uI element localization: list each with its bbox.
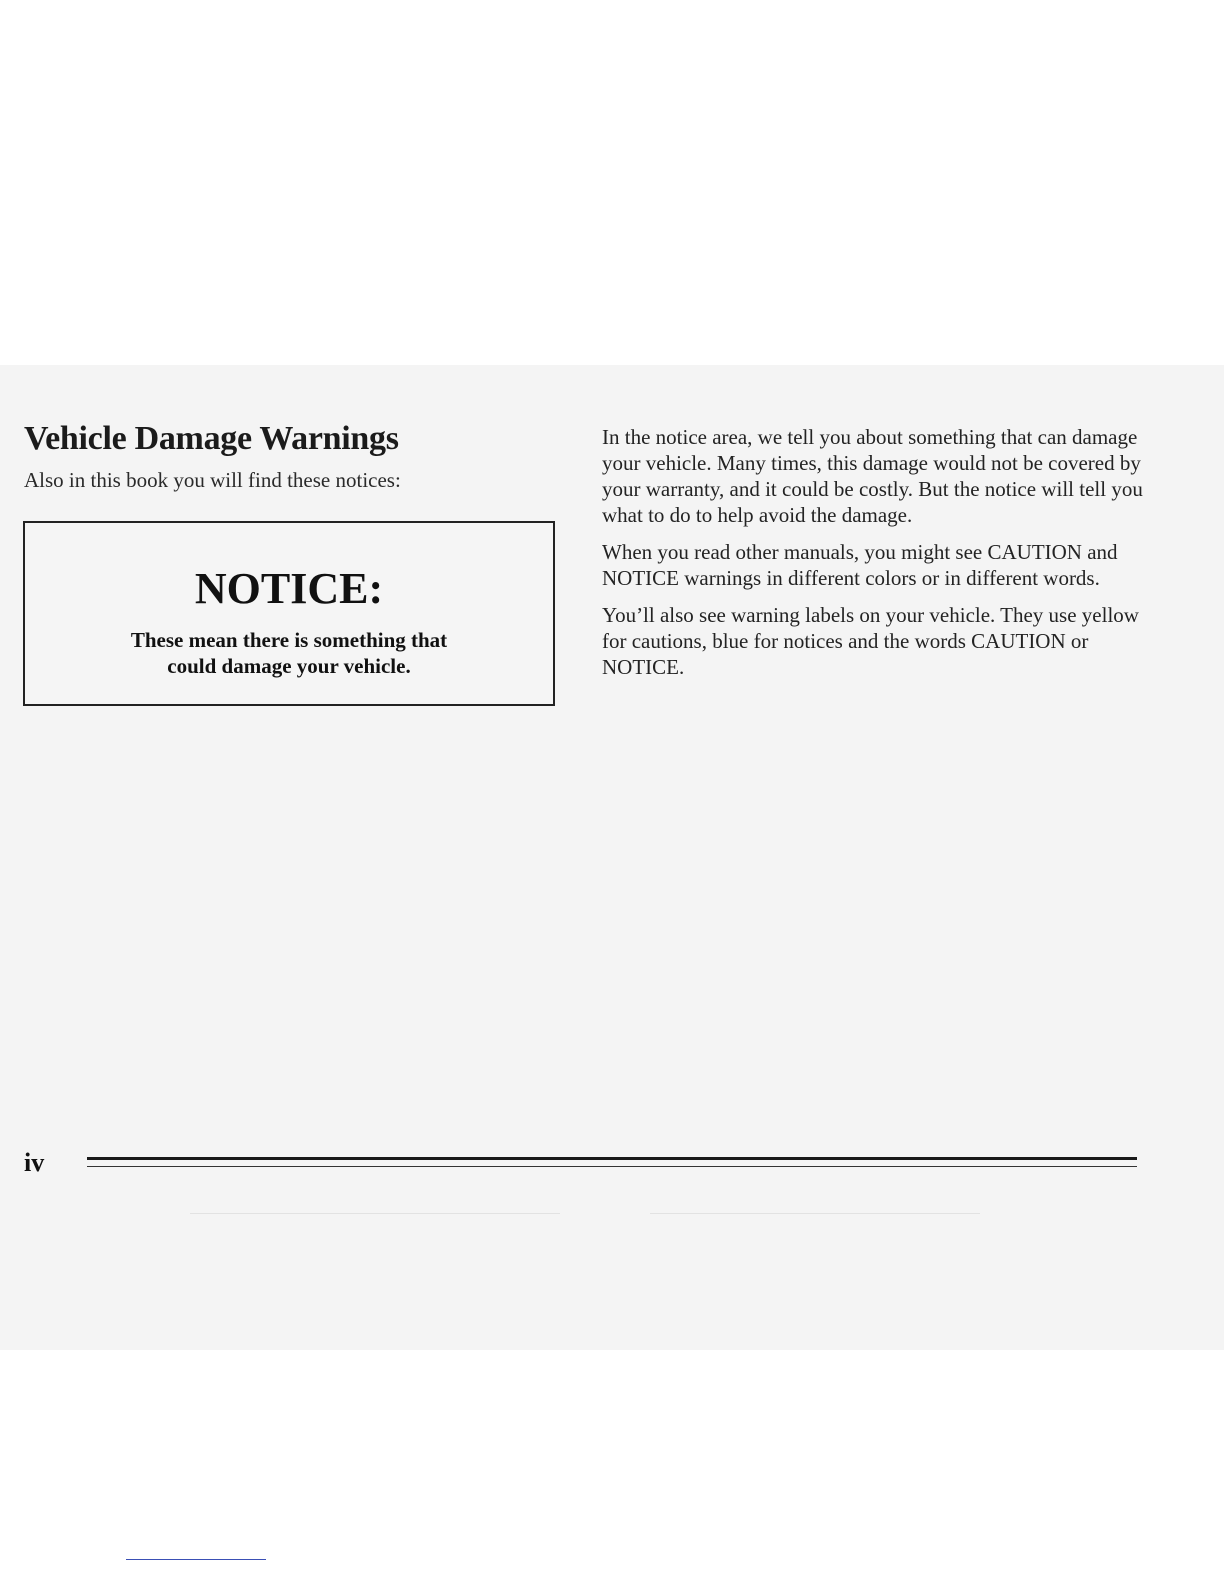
footer-rule-thick [87, 1157, 1137, 1160]
notice-text [25, 627, 553, 679]
notice-heading: NOTICE: [194, 564, 384, 613]
notice-text-content: These mean there is something that could damage your vehicle. [130, 628, 448, 678]
section-title: Vehicle Damage Warnings [24, 420, 399, 457]
scan-artifact-right [650, 1213, 980, 1214]
intro-text: Also in this book you will find these notices: [24, 468, 401, 492]
scan-artifact-left [190, 1213, 560, 1214]
paragraph-warning-labels: You’ll also see warning labels on your vehicle. They use yellow for cautions, blue for notices and the words CAUTION or NOTICE. [602, 603, 1139, 679]
page-number: iv [24, 1148, 45, 1177]
paragraph-notice-area: In the notice area, we tell you about something that can damage your vehicle. Many times, this damage would not be covered by your warranty, and it could be costly. But the notice will tell you what to do to help avoid the damage. [602, 425, 1143, 527]
bottom-link-underline[interactable] [126, 1559, 266, 1560]
paragraph-other-manuals: When you read other manuals, you might see CAUTION and NOTICE warnings in different colors or in different words. [602, 540, 1118, 590]
footer-rule-thin [87, 1166, 1137, 1167]
body-column [602, 424, 1162, 691]
notice-box [23, 521, 555, 706]
